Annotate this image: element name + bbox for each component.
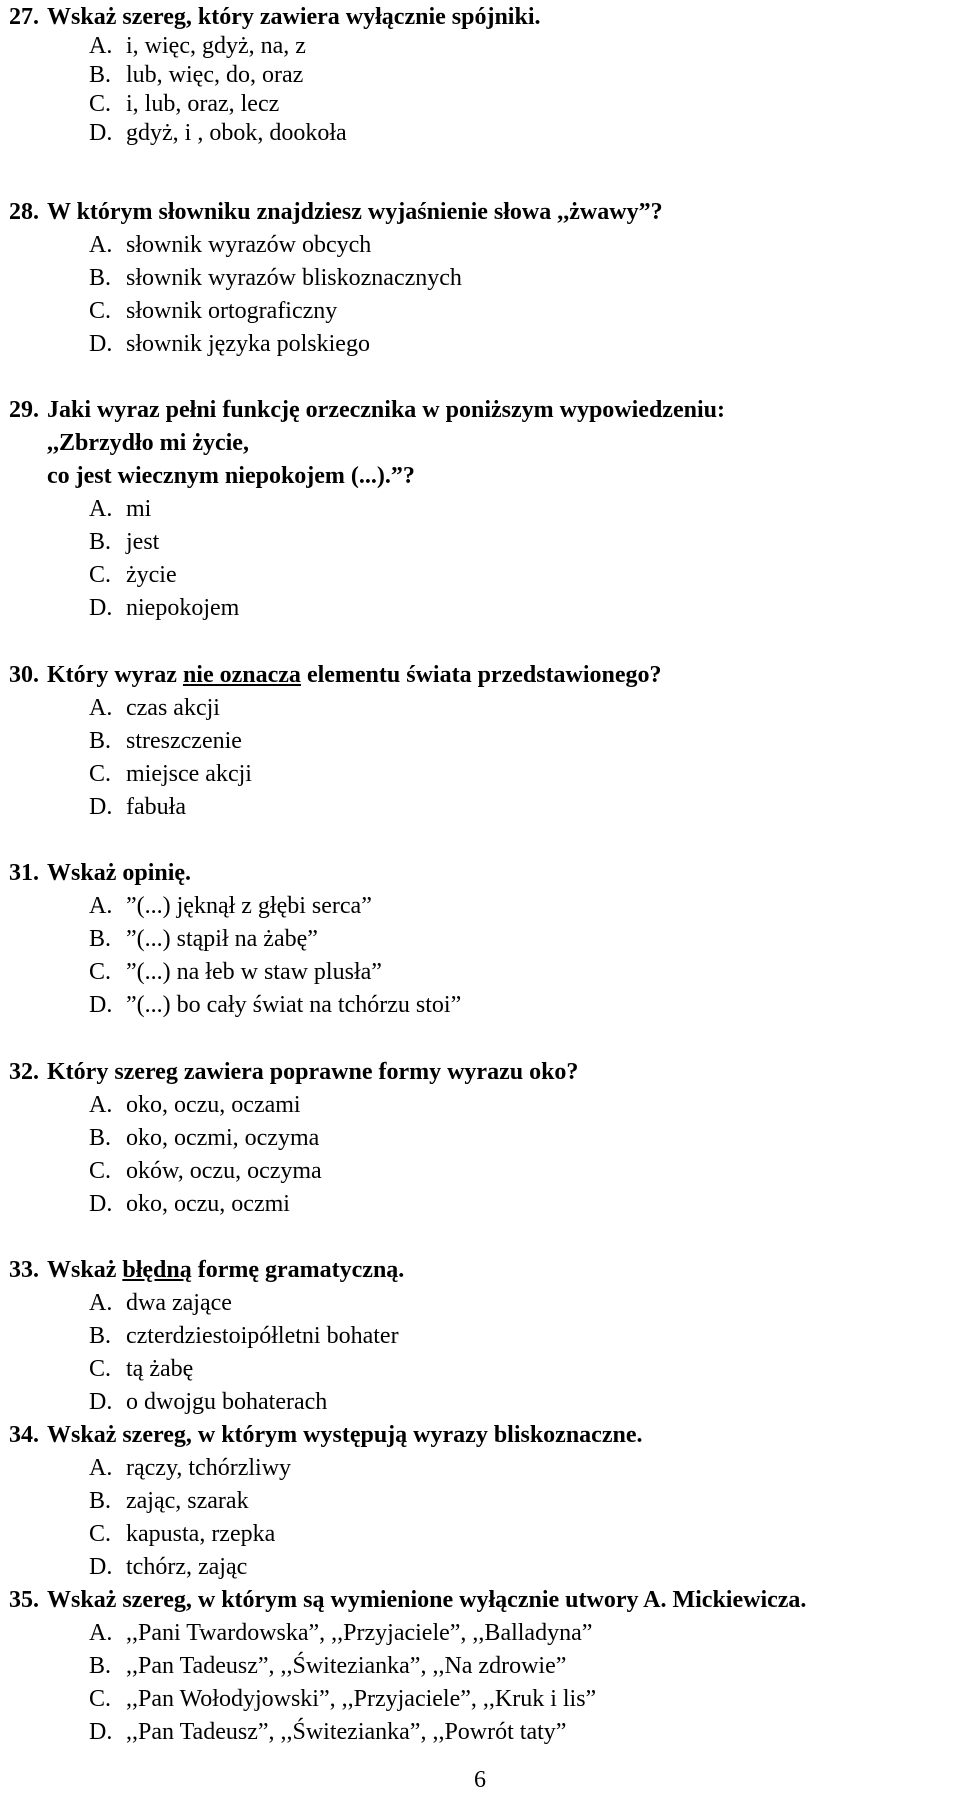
question-33-title: 33. Wskaż błędną formę gramatyczną. (9, 1257, 405, 1283)
answer-27-b: B. lub, więc, do, oraz (89, 62, 304, 88)
answer-28-b: B. słownik wyrazów bliskoznacznych (89, 265, 462, 291)
answer-33-c: C. tą żabę (89, 1356, 194, 1382)
question-30-title: 30. Który wyraz nie oznacza elementu świata przedstawionego? (9, 662, 662, 688)
answer-27-d: D. gdyż, i , obok, dookoła (89, 120, 347, 146)
answer-34-d: D. tchórz, zając (89, 1554, 248, 1580)
answer-28-a: A. słownik wyrazów obcych (89, 232, 372, 258)
answer-31-a: A. ”(...) jęknął z głębi serca” (89, 893, 372, 919)
underlined-phrase: nie oznacza (182, 662, 301, 688)
answer-35-d: D. ,,Pan Tadeusz”, ,,Świtezianka”, ,,Powrót taty” (89, 1719, 567, 1745)
answer-35-b: B. ,,Pan Tadeusz”, ,,Świtezianka”, ,,Na zdrowie” (89, 1653, 567, 1679)
answer-30-c: C. miejsce akcji (89, 761, 252, 787)
underlined-phrase: błędną (122, 1257, 192, 1283)
answer-28-c: C. słownik ortograficzny (89, 298, 338, 324)
answer-33-d: D. o dwojgu bohaterach (89, 1389, 328, 1415)
answer-32-b: B. oko, oczmi, oczyma (89, 1125, 320, 1151)
answer-30-a: A. czas akcji (89, 695, 220, 721)
question-28-title: 28. W którym słowniku znajdziesz wyjaśnienie słowa ,,żwawy”? (9, 199, 663, 225)
answer-31-b: B. ”(...) stąpił na żabę” (89, 926, 318, 952)
answer-29-a: A. mi (89, 496, 152, 522)
answer-33-b: B. czterdziestoipółletni bohater (89, 1323, 399, 1349)
answer-32-a: A. oko, oczu, oczami (89, 1092, 301, 1118)
page-number: 6 (474, 1767, 486, 1793)
answer-31-c: C. ”(...) na łeb w staw plusła” (89, 959, 382, 985)
answer-34-a: A. rączy, tchórzliwy (89, 1455, 292, 1481)
answer-35-c: C. ,,Pan Wołodyjowski”, ,,Przyjaciele”, ,,Kruk i lis” (89, 1686, 597, 1712)
answer-28-d: D. słownik języka polskiego (89, 331, 370, 357)
question-31-title: 31. Wskaż opinię. (9, 860, 192, 886)
answer-30-b: B. streszczenie (89, 728, 242, 754)
question-29-title: 29. Jaki wyraz pełni funkcję orzecznika w poniższym wypowiedzeniu: (9, 397, 725, 423)
question-32-title: 32. Który szereg zawiera poprawne formy wyrazu oko? (9, 1059, 579, 1085)
answer-30-d: D. fabuła (89, 794, 186, 820)
answer-27-a: A. i, więc, gdyż, na, z (89, 33, 306, 59)
answer-34-b: B. zając, szarak (89, 1488, 249, 1514)
answer-35-a: A. ,,Pani Twardowska”, ,,Przyjaciele”, ,,Balladyna” (89, 1620, 593, 1646)
answer-33-a: A. dwa zające (89, 1290, 232, 1316)
question-27-title: 27. Wskaż szereg, który zawiera wyłącznie spójniki. (9, 4, 541, 30)
answer-31-d: D. ”(...) bo cały świat na tchórzu stoi” (89, 992, 462, 1018)
question-29-quote-line-1: ,,Zbrzydło mi życie, (47, 430, 249, 456)
question-29-quote-line-2: co jest wiecznym niepokojem (...).”? (47, 463, 415, 489)
answer-32-c: C. oków, oczu, oczyma (89, 1158, 322, 1184)
question-34-title: 34. Wskaż szereg, w którym występują wyrazy bliskoznaczne. (9, 1422, 643, 1448)
answer-29-d: D. niepokojem (89, 595, 240, 621)
answer-34-c: C. kapusta, rzepka (89, 1521, 276, 1547)
answer-29-c: C. życie (89, 562, 177, 588)
answer-32-d: D. oko, oczu, oczmi (89, 1191, 290, 1217)
answer-27-c: C. i, lub, oraz, lecz (89, 91, 280, 117)
answer-29-b: B. jest (89, 529, 160, 555)
question-35-title: 35. Wskaż szereg, w którym są wymienione wyłącznie utwory A. Mickiewicza. (9, 1587, 807, 1613)
